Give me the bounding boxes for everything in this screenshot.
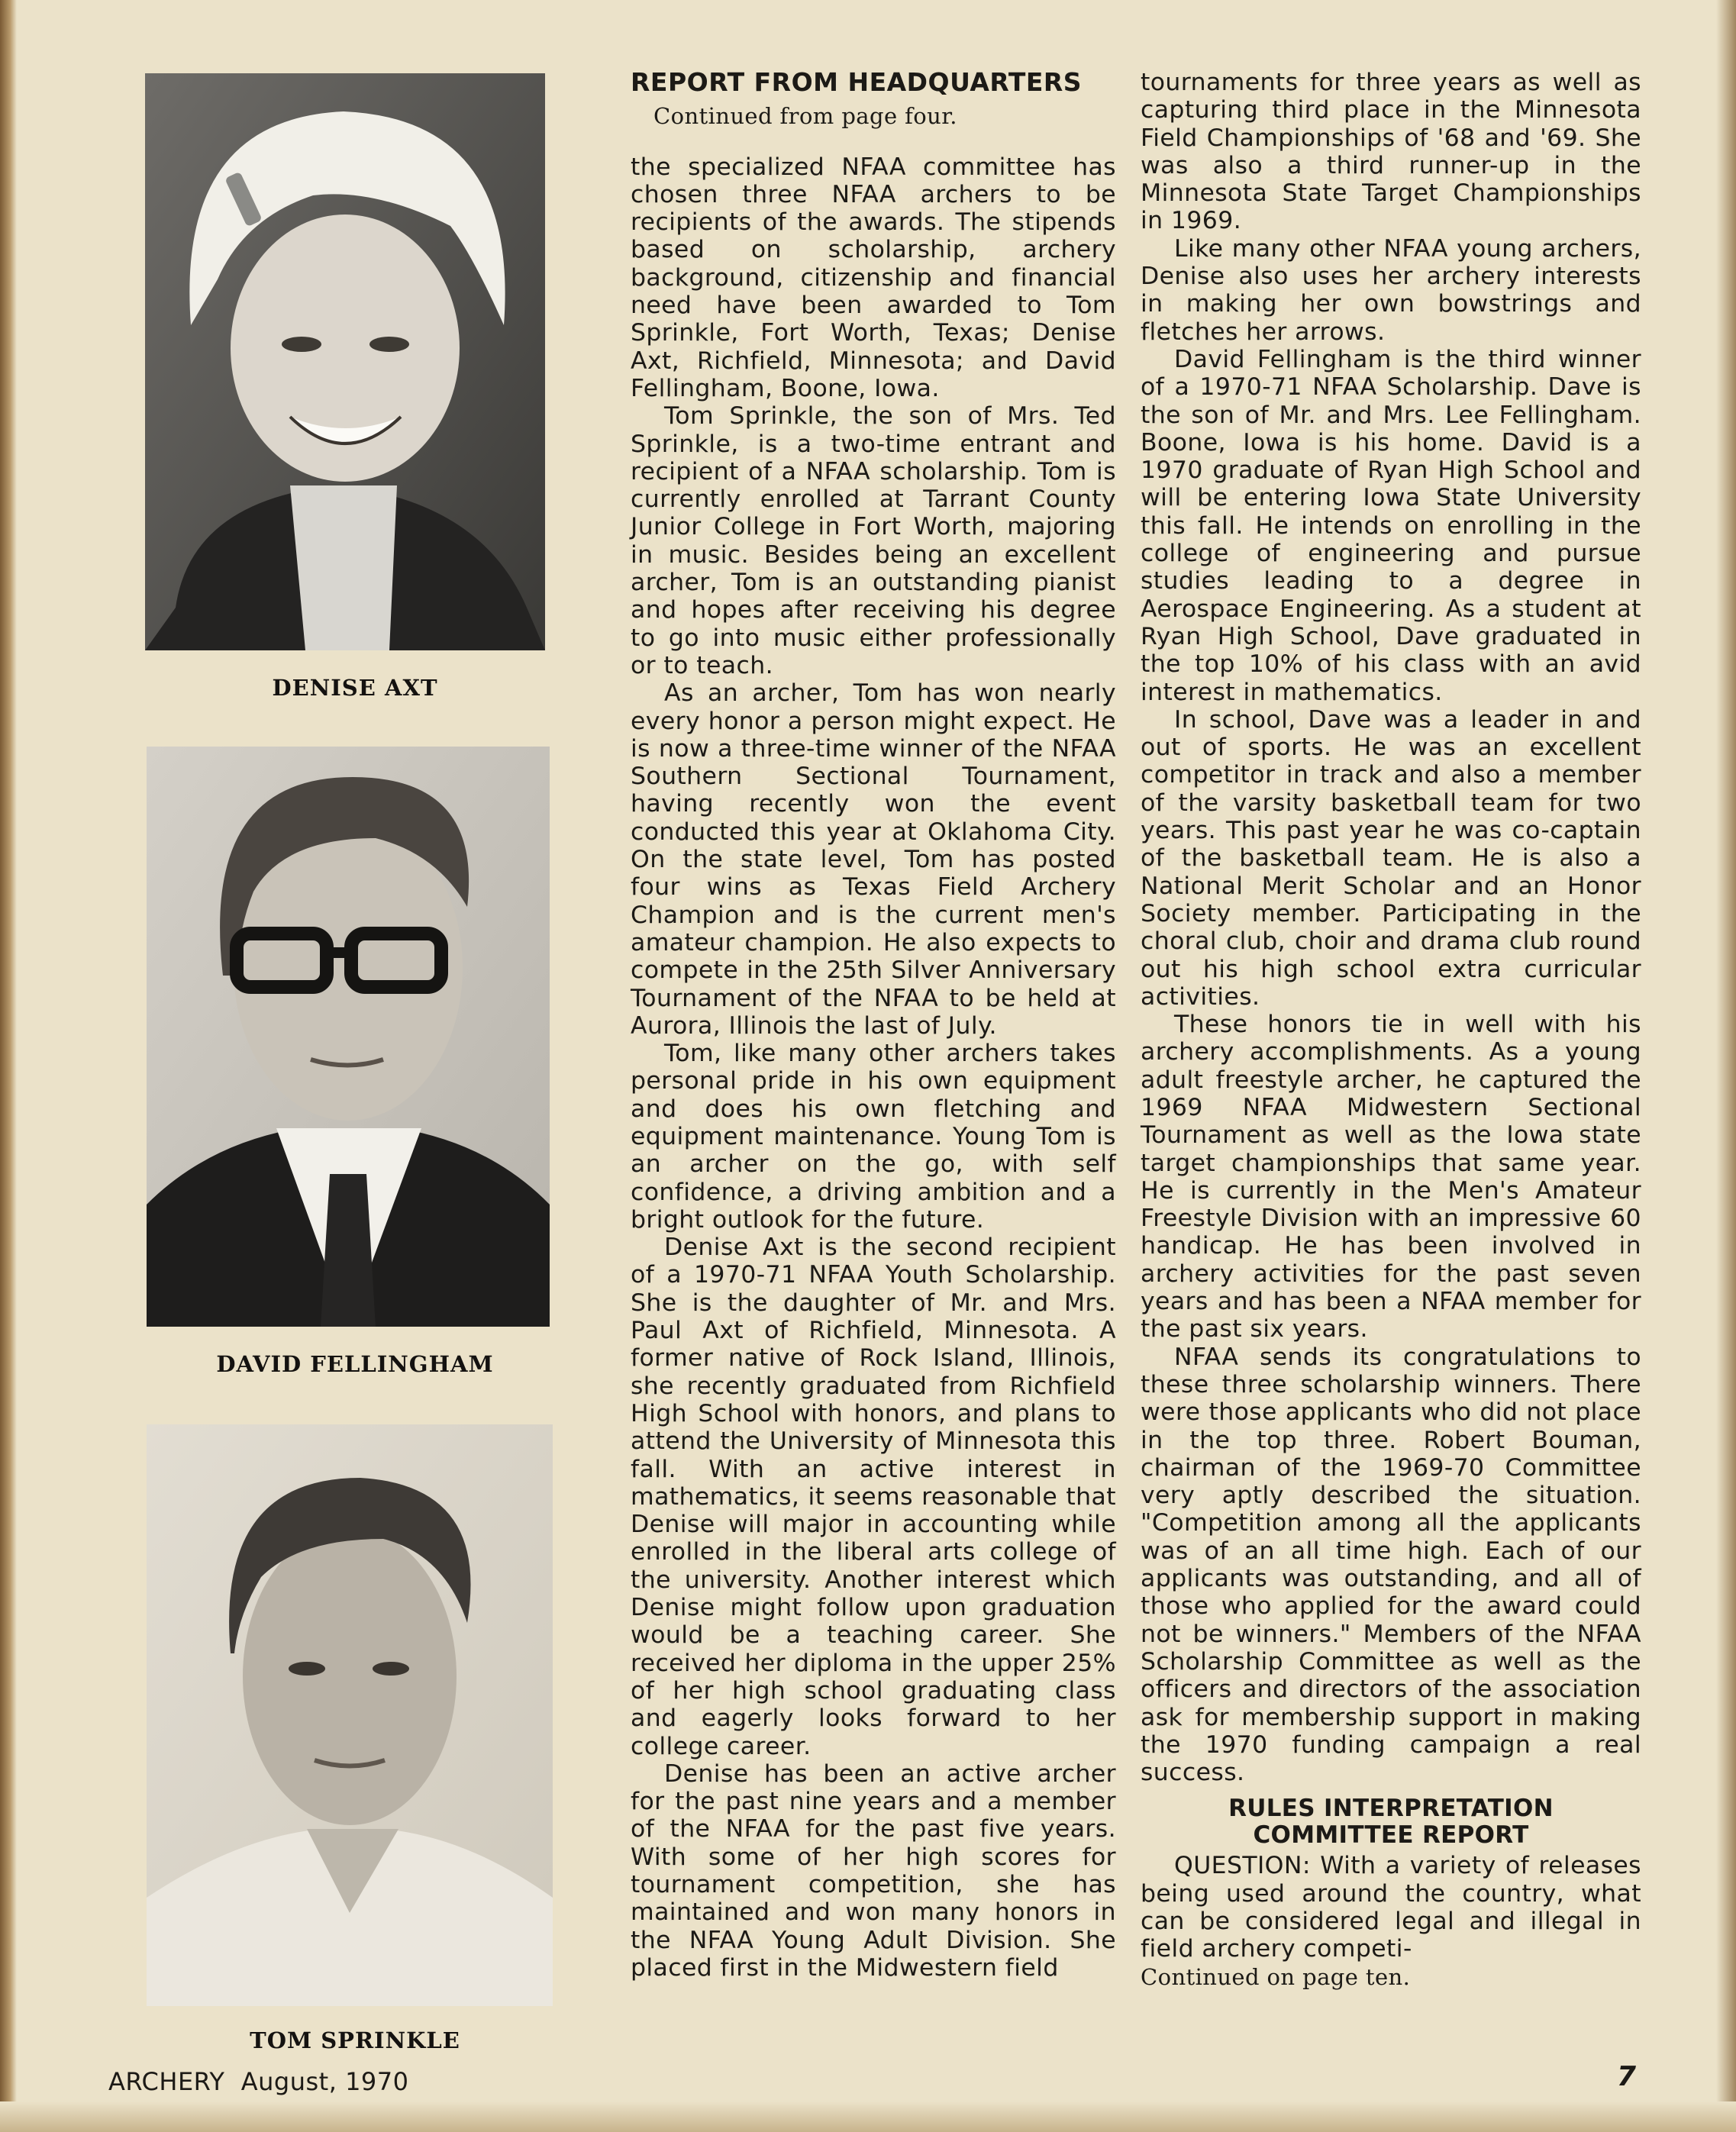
col2-paragraph: In school, Dave was a leader in and out of sports. He was an excellent competitor in track and also a member of the varsity basketball team for two years. This past year he was co-captain of the basketball team. He is also a National Merit Scholar and an Honor Society member. Participating in the choral club, choir and drama club round out his high school extra curricular activities. [1141, 705, 1641, 1011]
caption-david-fellingham: DAVID FELLINGHAM [216, 1351, 494, 1377]
col1-paragraph: Denise has been an active archer for the past nine years and a member of the NFAA for the past five years. With some of her high scores for tournament competition, she has maintained and won many honors in the NFAA Young Adult Division. She placed first in the Midwestern field [631, 1759, 1116, 1982]
col1-paragraph: Denise Axt is the second recipient of a 1970-71 NFAA Youth Scholarship. She is the daughter of Mr. and Mrs. Paul Axt of Richfield, Minnesota. A former native of Rock Island, Illinois, she recently graduated from Richfield High School with honors, and plans to attend the University of Minnesota this fall. With an active interest in mathematics, it seems reasonable that Denise will major in accounting while enrolled in the liberal arts college of the university. Another interest which Denise might follow upon graduation would be a teaching career. She received her diploma in the upper 25% of her high school graduating class and eagerly looks forward to her college career. [631, 1234, 1116, 1760]
photo-tom-sprinkle [147, 1424, 553, 2006]
continued-from-note: Continued from page four. [653, 103, 957, 130]
rules-committee-subhead [1141, 1795, 1641, 1849]
article-column-1 [631, 69, 1116, 1982]
col2-paragraph: tournaments for three years as well as capturing third place in the Minnesota Field Championships of '68 and '69. She was also a third runner-up in the Minnesota State Target Championships in 1969. [1141, 69, 1641, 235]
col2-paragraph: NFAA sends its congratulations to these three scholarship winners. There were those applicants who did not place in the top three. Robert Bouman, chairman of the 1969-70 Committee very aptly described the situation. "Competition among all the applicants was of an all time high. Each of our applicants was outstanding, and all of those who applied for the award could not be winners." Members of the NFAA Scholarship Committee as well as the officers and directors of the association ask for membership support in making the 1970 funding campaign a real success. [1141, 1343, 1641, 1787]
caption-tom-sprinkle: TOM SPRINKLE [250, 2027, 460, 2053]
photo-denise-axt [145, 73, 545, 650]
portrait-tom-image [147, 1424, 553, 2006]
subhead-line-1: RULES INTERPRETATION [1228, 1795, 1554, 1823]
portrait-david-image [147, 747, 550, 1327]
page-number: 7 [1617, 2061, 1637, 2092]
page-bottom-edge [0, 2101, 1736, 2132]
publication-folio: ARCHERY August, 1970 [108, 2067, 409, 2096]
continued-on-note: Continued on page ten. [1141, 1963, 1411, 1990]
col2-paragraph: Like many other NFAA young archers, Denise also uses her archery interests in making her own bowstrings and fletches her arrows. [1141, 234, 1641, 346]
subhead-line-2: COMMITTEE REPORT [1253, 1821, 1529, 1850]
col1-paragraph: the specialized NFAA committee has chosen three NFAA archers to be recipients of the awards. The stipends based on scholarship, archery background, citizenship and financial need have been awarded to Tom Sprinkle, Fort Worth, Texas; Denise Axt, Richfield, Minnesota; and David Fellingham, Boone, Iowa. [631, 153, 1116, 402]
article-column-2 [1141, 69, 1641, 1991]
col2-paragraph: These honors tie in well with his archery accomplishments. As a young adult freestyle archer, he captured the 1969 NFAA Midwestern Sectional Tournament as well as the Iowa state target championships that same year. He is currently in the Men's Amateur Freestyle Division with an impressive 60 handicap. He has been involved in archery activities for the past seven years and has been a NFAA member for the past six years. [1141, 1011, 1641, 1343]
col2-paragraph: David Fellingham is the third winner of a 1970-71 NFAA Scholarship. Dave is the son of Mr. and Mrs. Lee Fellingham. Boone, Iowa is his home. David is a 1970 graduate of Ryan High School and will be entering Iowa State University this fall. He intends on enrolling in the college of engineering and pursue studies leading to a degree in Aerospace Engineering. As a student at Ryan High School, Dave graduated in the top 10% of his class with an avid interest in mathematics. [1141, 345, 1641, 706]
col1-paragraph: Tom, like many other archers takes personal pride in his own equipment and does his own fletching and equipment maintenance. Young Tom is an archer on the go, with self confidence, a driving ambition and a bright outlook for the future. [631, 1040, 1116, 1234]
caption-denise-axt: DENISE AXT [272, 675, 438, 701]
col1-paragraph: Tom Sprinkle, the son of Mrs. Ted Sprinkle, is a two-time entrant and recipient of a NFAA scholarship. Tom is currently enrolled at Tarrant County Junior College in Fort Worth, majoring in music. Besides being an excellent archer, Tom is an outstanding pianist and hopes after receiving his degree to go into music either professionally or to teach. [631, 402, 1116, 679]
portrait-denise-image [145, 73, 545, 650]
question-paragraph: QUESTION: With a variety of releases being used around the country, what can be considered legal and illegal in field archery competi- [1141, 1852, 1641, 1963]
page-binding-edge [0, 0, 17, 2132]
article-headline: REPORT FROM HEADQUARTERS [631, 67, 1083, 97]
col1-paragraph: As an archer, Tom has won nearly every honor a person might expect. He is now a three-time winner of the NFAA Southern Sectional Tournament, having recently won the event conducted this year at Oklahoma City. On the state level, Tom has posted four wins as Texas Field Archery Champion and is the current men's amateur champion. He also expects to compete in the 25th Silver Anniversary Tournament of the NFAA to be held at Aurora, Illinois the last of July. [631, 679, 1116, 1040]
page-right-edge [1716, 0, 1736, 2132]
photo-david-fellingham [147, 747, 550, 1327]
